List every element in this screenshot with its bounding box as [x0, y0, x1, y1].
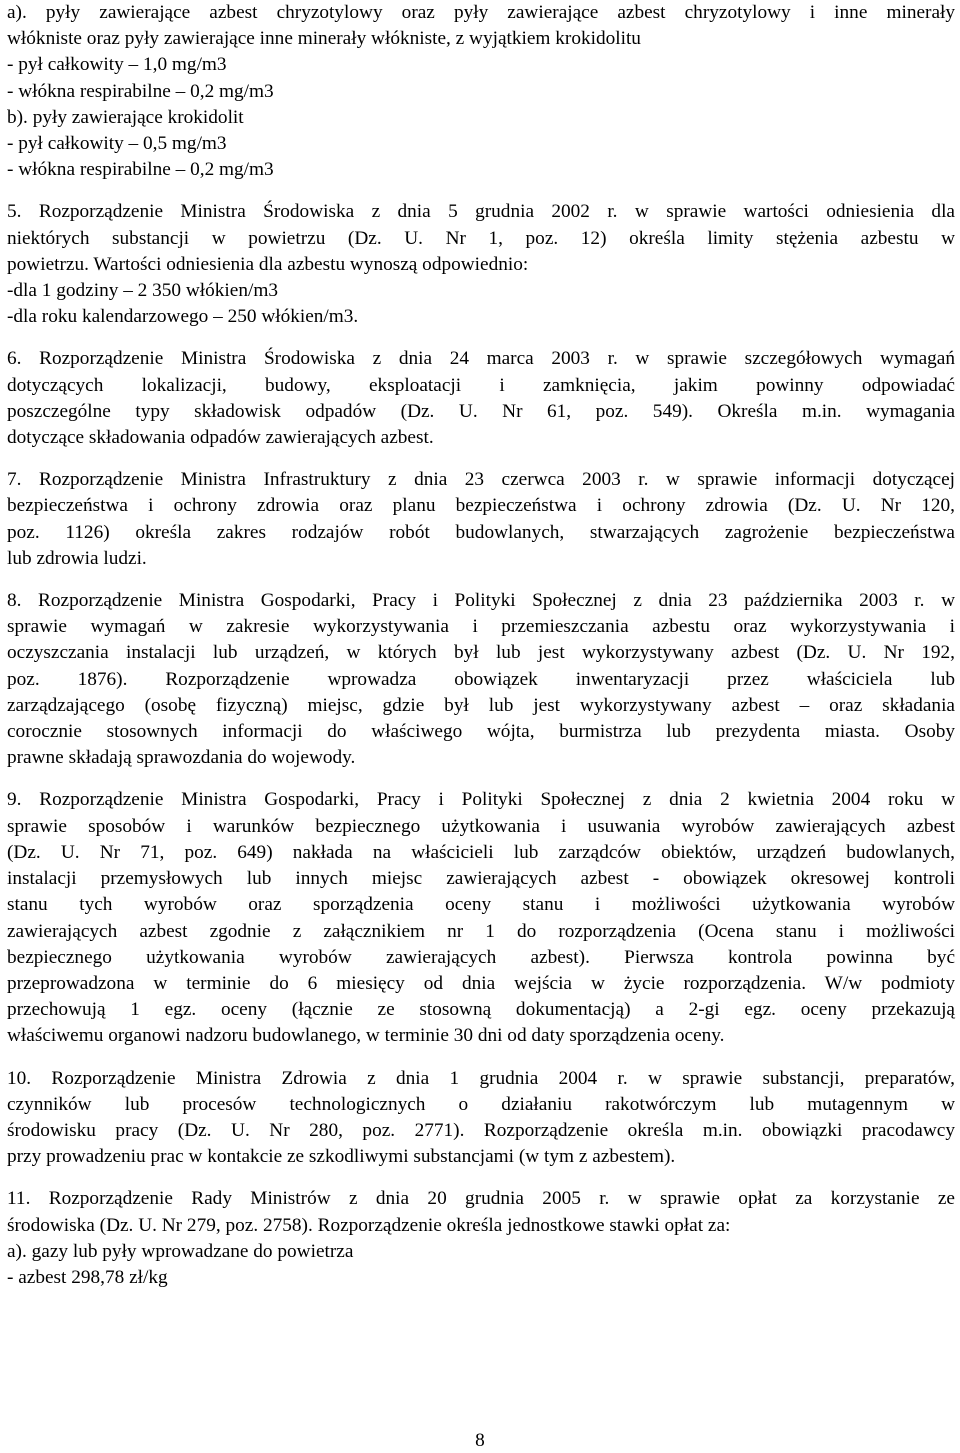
text-line: środowisku pracy (Dz. U. Nr 280, poz. 2771). Rozporządzenie określa m.in. obowiązki pracodawcy	[7, 1119, 955, 1141]
paragraph-11	[7, 1186, 955, 1291]
text-line: (Dz. U. Nr 71, poz. 649) nakłada na właścicieli lub zarządców obiektów, urządzeń budowlanych,	[7, 841, 955, 863]
text-line: zarządzającego (osobę fizyczną) miejsc, gdzie był lub jest wykorzystywany azbest – oraz składania	[7, 694, 955, 716]
text-line: bezpiecznego użytkowania wyrobów zawierających azbest). Pierwsza kontrola powinna być	[7, 946, 955, 968]
text-line: środowiska (Dz. U. Nr 279, poz. 2758). Rozporządzenie określa jednostkowe stawki opłat za:	[7, 1214, 731, 1236]
text-line: 6. Rozporządzenie Ministra Środowiska z dnia 24 marca 2003 r. w sprawie szczegółowych wymagań	[7, 348, 955, 370]
text-line: corocznie stosownych informacji do właściwego wójta, burmistrza lub prezydenta miasta. Osoby	[7, 721, 955, 743]
text-line: poz. 1126) określa zakres rodzajów robót budowlanych, stwarzających zagrożenie bezpieczeństwa	[7, 521, 955, 543]
text-line: przy prowadzeniu prac w kontakcie ze szkodliwymi substancjami (w tym z azbestem).	[7, 1146, 676, 1168]
text-line: - azbest 298,78 zł/kg	[7, 1266, 168, 1288]
text-line: a). gazy lub pyły wprowadzane do powietrza	[7, 1240, 354, 1262]
text-line: poszczególne typy składowisk odpadów (Dz. U. Nr 61, poz. 549). Określa m.in. wymagania	[7, 400, 955, 422]
text-line: stanu tych wyrobów oraz sporządzenia oceny stanu i możliwości użytkowania wyrobów	[7, 894, 955, 916]
text-line: oczyszczania instalacji lub urządzeń, w których był lub jest wykorzystywany azbest (Dz. U. Nr 192,	[7, 642, 955, 664]
text-line: - włókna respirabilne – 0,2 mg/m3	[7, 80, 274, 102]
text-line: poz. 1876). Rozporządzenie wprowadza obowiązek inwentaryzacji przez właściciela lub	[7, 668, 955, 690]
text-line: -dla roku kalendarzowego – 250 włókien/m3.	[7, 306, 359, 328]
text-line: prawne składają sprawozdania do wojewody.	[7, 747, 356, 769]
text-line: 11. Rozporządzenie Rady Ministrów z dnia 20 grudnia 2005 r. w sprawie opłat za korzystanie ze	[7, 1188, 955, 1210]
text-line: zawierających azbest zgodnie z załącznikiem nr 1 do rozporządzenia (Ocena stanu i możliwości	[7, 920, 955, 942]
paragraph-9	[7, 787, 955, 1049]
text-line: a). pyły zawierające azbest chryzotylowy oraz pyły zawierające azbest chryzotylowy i inne minerały	[7, 2, 955, 23]
text-line: instalacji przemysłowych lub innych miejsc zawierających azbest - obowiązek okresowej kontroli	[7, 868, 955, 890]
text-line: 5. Rozporządzenie Ministra Środowiska z dnia 5 grudnia 2002 r. w sprawie wartości odniesienia dla	[7, 201, 955, 223]
text-line: przeprowadzona w terminie do 6 miesięcy od dnia wejścia w życie rozporządzenia. W/w podmioty	[7, 972, 955, 994]
text-line: sprawie sposobów i warunków bezpiecznego użytkowania i usuwania wyrobów zawierających azbest	[7, 815, 955, 837]
paragraph-5	[7, 199, 955, 330]
paragraph-10	[7, 1066, 955, 1171]
text-line: b). pyły zawierające krokidolit	[7, 106, 244, 128]
text-line: 10. Rozporządzenie Ministra Zdrowia z dnia 1 grudnia 2004 r. w sprawie substancji, preparatów,	[7, 1067, 955, 1089]
text-line: niektórych substancji w powietrzu (Dz. U. Nr 1, poz. 12) określa limity stężenia azbestu w	[7, 227, 955, 249]
text-line: - pył całkowity – 0,5 mg/m3	[7, 133, 227, 155]
text-line: - pył całkowity – 1,0 mg/m3	[7, 54, 227, 76]
text-line: sprawie wymagań w zakresie wykorzystywania i przemieszczania azbestu oraz wykorzystywania i	[7, 616, 955, 638]
text-line: 9. Rozporządzenie Ministra Gospodarki, Pracy i Polityki Społecznej z dnia 2 kwietnia 2004 roku w	[7, 789, 955, 811]
text-line: - włókna respirabilne – 0,2 mg/m3	[7, 159, 274, 181]
paragraph-limits-list	[7, 0, 955, 183]
text-line: włókniste oraz pyły zawierające inne minerały włókniste, z wyjątkiem krokidolitu	[7, 28, 641, 50]
page-number: 8	[475, 1430, 485, 1451]
text-line: dotyczących lokalizacji, budowy, eksploatacji i zamknięcia, jakim powinny odpowiadać	[7, 374, 955, 396]
text-line: -dla 1 godziny – 2 350 włókien/m3	[7, 280, 278, 302]
text-line: bezpieczeństwa i ochrony zdrowia oraz planu bezpieczeństwa i ochrony zdrowia (Dz. U. Nr 120,	[7, 495, 955, 517]
text-line: 7. Rozporządzenie Ministra Infrastruktury z dnia 23 czerwca 2003 r. w sprawie informacji dotyczącej	[7, 469, 955, 491]
paragraph-7	[7, 467, 955, 572]
text-line: 8. Rozporządzenie Ministra Gospodarki, Pracy i Polityki Społecznej z dnia 23 października 2003 r. w	[7, 590, 955, 612]
paragraph-6	[7, 346, 955, 451]
document-page	[7, 0, 955, 1291]
text-line: powietrzu. Wartości odniesienia dla azbestu wynoszą odpowiednio:	[7, 253, 529, 275]
text-line: dotyczące składowania odpadów zawierających azbest.	[7, 427, 434, 449]
text-line: czynników lub procesów technologicznych o działaniu rakotwórczym lub mutagennym w	[7, 1093, 955, 1115]
text-line: właściwemu organowi nadzoru budowlanego, w terminie 30 dni od daty sporządzenia oceny.	[7, 1025, 725, 1047]
text-line: lub zdrowia ludzi.	[7, 547, 147, 569]
text-line: przechowują 1 egz. oceny (łącznie ze stosowną dokumentacją) a 2-gi egz. oceny przekazują	[7, 999, 955, 1021]
paragraph-8	[7, 588, 955, 771]
